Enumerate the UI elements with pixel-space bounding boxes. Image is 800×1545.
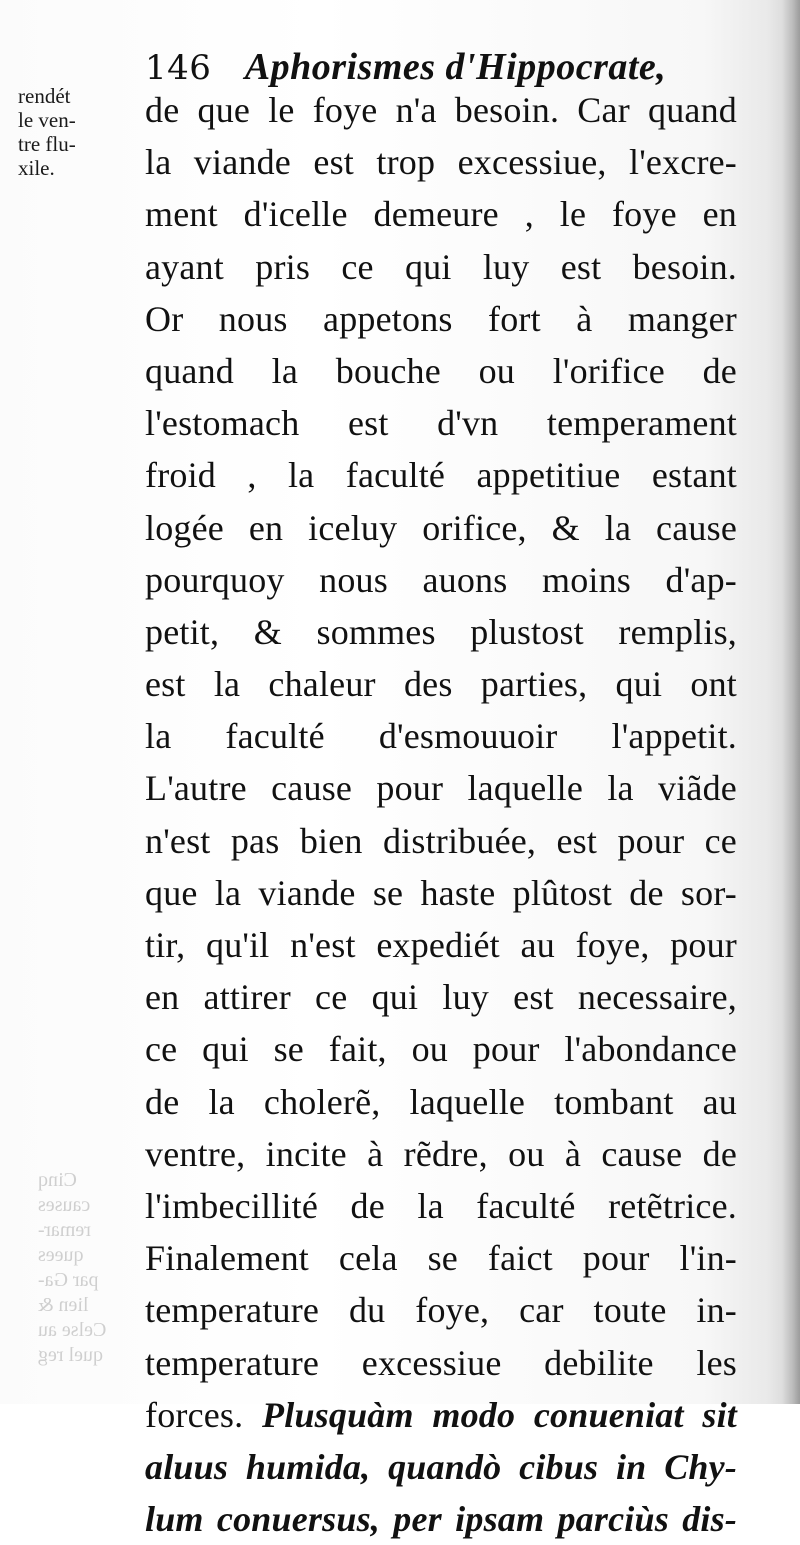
text-line: petit, & sommes plustost remplis, (145, 611, 737, 652)
text-line: froid , la faculté appetitiue estant (145, 455, 737, 496)
margin-note (18, 84, 128, 180)
page-number: 146 (145, 48, 212, 88)
text-line: quand la bouche ou l'orifice de (145, 350, 737, 391)
text-line: n'est pas bien distribuée, est pour ce (145, 820, 737, 861)
bleed-note-line: Cinq (38, 1169, 77, 1191)
text-line: L'autre cause pour laquelle la viãde (145, 768, 737, 809)
text-line: est la chaleur des parties, qui ont (145, 664, 737, 705)
text-line: de que le foye n'a besoin. Car quand (145, 90, 737, 130)
bleed-note-line: quees (38, 1244, 84, 1266)
text-line: la viande est trop excessiue, l'excre- (145, 142, 737, 183)
body-text (145, 84, 737, 1545)
margin-note-line: le ven- (18, 108, 76, 132)
text-line-roman: forces. (145, 1394, 244, 1435)
margin-note-line: xile. (18, 156, 55, 180)
text-line: la faculté d'esmouuoir l'appetit. (145, 716, 737, 757)
bleed-note-line: par Ga- (38, 1269, 99, 1291)
text-line-mixed (145, 1389, 737, 1441)
running-title: Aphorismes d'Hippocrate, (244, 46, 667, 88)
text-line: ayant pris ce qui luy est besoin. (145, 246, 737, 287)
text-line: tir, qu'il n'est expediét au foye, pour (145, 925, 737, 965)
text-line: logée en iceluy orifice, & la cause (145, 507, 737, 548)
text-line: Or nous appetons fort à manger (145, 298, 737, 339)
bleed-note-line: quel reg (38, 1344, 103, 1366)
bleed-through-note (38, 1168, 148, 1368)
text-line: ventre, incite à rẽdre, ou à cause de (145, 1133, 737, 1174)
text-line: ment d'icelle demeure , le foye en (145, 194, 737, 235)
text-line: l'estomach est d'vn temperament (145, 403, 737, 444)
bleed-note-line: lien & (38, 1294, 89, 1316)
bleed-note-line: causes (38, 1194, 91, 1216)
text-line: de la cholerẽ, laquelle tombant au (145, 1081, 737, 1122)
text-line: temperature excessiue debilite les (145, 1342, 737, 1383)
margin-note-line: tre flu- (18, 132, 76, 156)
bleed-note-line: Celse au (38, 1319, 107, 1341)
page-edge-shadow (782, 0, 800, 1404)
text-line: en attirer ce qui luy est necessaire, (145, 977, 737, 1018)
text-line: ce qui se fait, ou pour l'abondance (145, 1029, 737, 1070)
bleed-note-line: remar- (38, 1219, 91, 1241)
text-line: l'imbecillité de la faculté retẽtrice. (145, 1185, 737, 1226)
text-line: pourquoy nous auons moins d'ap- (145, 559, 737, 600)
margin-note-line: rendét (18, 84, 71, 108)
text-line: que la viande se haste plûtost de sor- (145, 872, 737, 913)
latin-line: aluus humida, quandò cibus in Chy- (145, 1446, 737, 1487)
text-line: Finalement cela se faict pour l'in- (145, 1238, 737, 1279)
text-line: temperature du foye, car toute in- (145, 1290, 737, 1331)
latin-quote-start: Plusquàm modo conueniat sit (262, 1394, 737, 1435)
latin-line: lum conuersus, per ipsam parciùs dis- (145, 1499, 737, 1540)
